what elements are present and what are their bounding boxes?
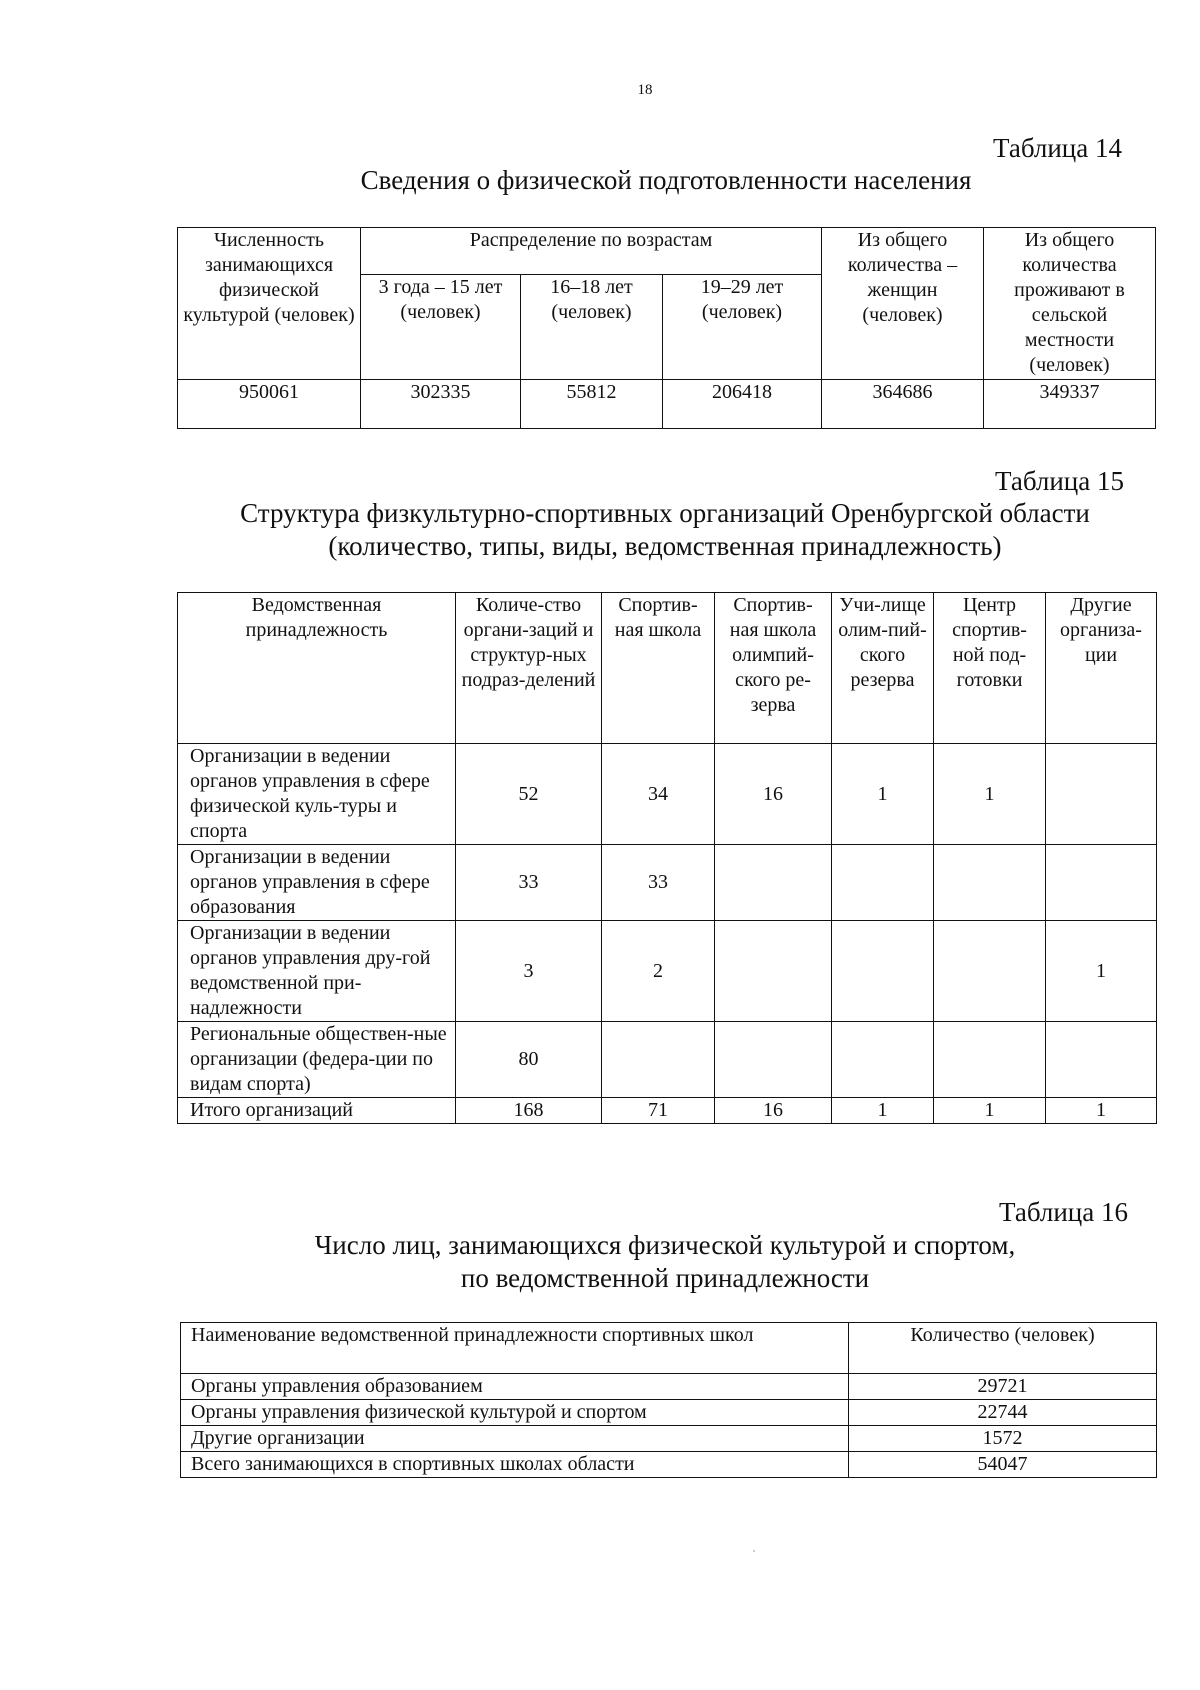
t15-row-label: Региональные обществен-ные организации (федера-ции по видам спорта) (178, 1022, 456, 1098)
table-row (178, 845, 1157, 921)
t16-row-label: Другие организации (181, 1426, 849, 1452)
t15-cell: 33 (602, 845, 715, 921)
table-row (178, 1022, 1157, 1098)
table-row (181, 1400, 1157, 1426)
t16-row-label: Органы управления образованием (181, 1374, 849, 1400)
t15-total-cell: 1 (934, 1098, 1046, 1124)
table-row-total (178, 1098, 1157, 1124)
table14-caption: Таблица 14 (993, 133, 1122, 163)
t14-header-age3: 19–29 лет (человек) (663, 275, 822, 380)
t16-header-name: Наименование ведомственной принадлежности спортивных школ (181, 1323, 849, 1374)
t14-header-age1: 3 года – 15 лет (человек) (361, 275, 521, 380)
t15-cell (715, 1022, 832, 1098)
table-row (181, 1426, 1157, 1452)
t15-row-label: Организации в ведении органов управления в сфере физической куль-туры и спорта (178, 744, 456, 845)
t15-cell (934, 1022, 1046, 1098)
t15-cell (934, 921, 1046, 1022)
table16-title-line1: Число лиц, занимающихся физической культурой и спортом, (314, 1230, 1016, 1260)
t14-cell: 55812 (521, 380, 663, 429)
t15-cell (934, 845, 1046, 921)
t15-cell: 80 (456, 1022, 602, 1098)
t15-cell: 52 (456, 744, 602, 845)
t16-row-value: 1572 (849, 1426, 1157, 1452)
t14-header-count: Численность занимающихся физической культурой (человек) (178, 228, 361, 380)
t15-cell: 33 (456, 845, 602, 921)
t15-header-sport-school: Спортив-ная школа (602, 593, 715, 744)
t16-row-label: Всего занимающихся в спортивных школах области (181, 1452, 849, 1478)
t15-header-olympic-school: Спортив-ная школа олимпий-ского ре-зерва (715, 593, 832, 744)
t15-cell: 1 (832, 744, 934, 845)
t15-cell: 1 (934, 744, 1046, 845)
t15-total-cell: 71 (602, 1098, 715, 1124)
t16-header-count: Количество (человек) (849, 1323, 1157, 1374)
t15-total-cell: 1 (1046, 1098, 1157, 1124)
t14-cell: 364686 (822, 380, 984, 429)
t14-cell: 349337 (984, 380, 1156, 429)
t15-cell (832, 845, 934, 921)
table-row (181, 1374, 1157, 1400)
t15-cell (715, 921, 832, 1022)
t14-header-women: Из общего количества – женщин (человек) (822, 228, 984, 380)
t15-row-label: Организации в ведении органов управления в сфере образования (178, 845, 456, 921)
t15-cell (715, 845, 832, 921)
table16-caption: Таблица 16 (999, 1197, 1128, 1227)
scan-speck (753, 1550, 755, 1552)
t15-cell (1046, 1022, 1157, 1098)
t15-total-label: Итого организаций (178, 1098, 456, 1124)
t15-cell (832, 921, 934, 1022)
table-row (178, 380, 1156, 429)
t14-header-age2: 16–18 лет (человек) (521, 275, 663, 380)
t15-cell: 34 (602, 744, 715, 845)
t15-header-training-center: Центр спортив-ной под-готовки (934, 593, 1046, 744)
table14-title: Сведения о физической подготовленности населения (360, 165, 972, 195)
table15-caption: Таблица 15 (995, 466, 1124, 496)
t15-cell: 2 (602, 921, 715, 1022)
t14-cell: 206418 (663, 380, 822, 429)
t15-cell (1046, 845, 1157, 921)
page-number: 18 (637, 82, 653, 98)
table16 (180, 1322, 1157, 1478)
t15-header-dept: Ведомственная принадлежность (178, 593, 456, 744)
t16-row-value: 29721 (849, 1374, 1157, 1400)
table15 (177, 592, 1157, 1124)
table14 (177, 227, 1156, 429)
t15-cell (1046, 744, 1157, 845)
t15-header-olympic-college: Учи-лище олим-пий-ского резерва (832, 593, 934, 744)
t15-total-cell: 16 (715, 1098, 832, 1124)
table-row (178, 744, 1157, 845)
t15-total-cell: 168 (456, 1098, 602, 1124)
t15-header-count: Количе-ство органи-заций и структур-ных подраз-делений (456, 593, 602, 744)
t14-header-rural: Из общего количества проживают в сельской местности (человек) (984, 228, 1156, 380)
table15-title-line1: Структура физкультурно-спортивных организаций Оренбургской области (240, 498, 1090, 528)
t15-cell (832, 1022, 934, 1098)
table16-title-line2: по ведомственной принадлежности (460, 1263, 870, 1293)
t15-cell (602, 1022, 715, 1098)
t14-cell: 950061 (178, 380, 361, 429)
t15-header-other: Другие организа-ции (1046, 593, 1157, 744)
table-row (181, 1452, 1157, 1478)
t15-row-label: Организации в ведении органов управления дру-гой ведомственной при-надлежности (178, 921, 456, 1022)
table-row (178, 921, 1157, 1022)
t16-row-value: 54047 (849, 1452, 1157, 1478)
t16-row-value: 22744 (849, 1400, 1157, 1426)
t15-cell: 1 (1046, 921, 1157, 1022)
table15-title-line2: (количество, типы, виды, ведомственная принадлежность) (328, 531, 1002, 561)
t15-cell: 3 (456, 921, 602, 1022)
t15-total-cell: 1 (832, 1098, 934, 1124)
t14-header-age-group: Распределение по возрастам (361, 228, 822, 275)
t16-row-label: Органы управления физической культурой и спортом (181, 1400, 849, 1426)
t15-cell: 16 (715, 744, 832, 845)
t14-cell: 302335 (361, 380, 521, 429)
